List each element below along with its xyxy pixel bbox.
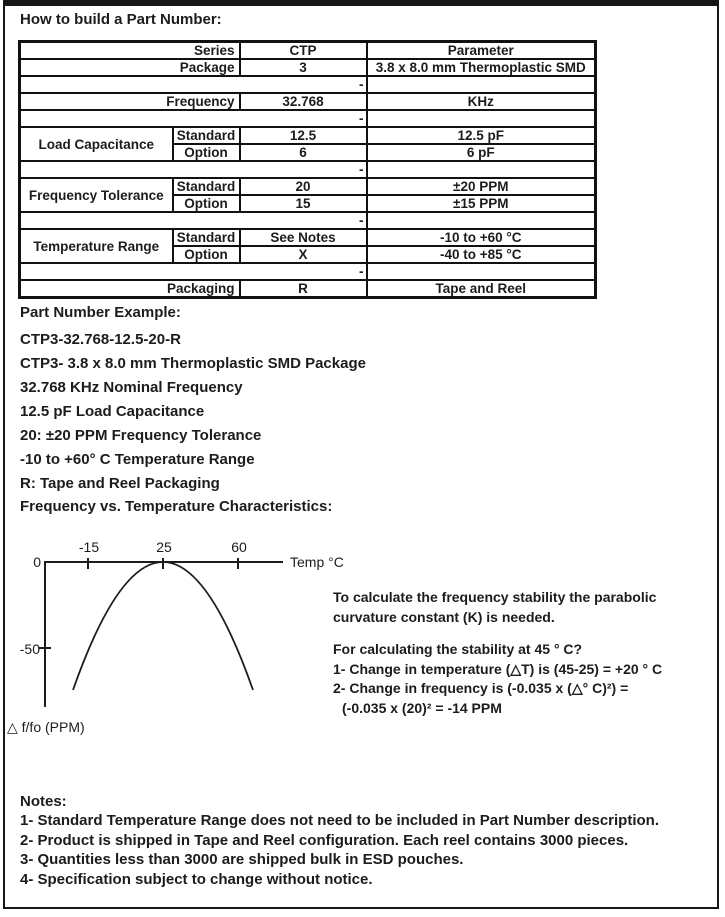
parameter-header: Parameter xyxy=(367,42,596,60)
calc-line: 2- Change in frequency is (-0.035 x (△° C)²) = xyxy=(333,680,629,696)
table-row xyxy=(20,229,596,246)
empty-cell xyxy=(367,110,596,127)
freq-temp-chart-svg xyxy=(5,535,365,747)
note-item: 1- Standard Temperature Range does not need to be included in Part Number description. xyxy=(20,812,659,830)
frequency-tolerance-standard-code: 20 xyxy=(240,178,367,195)
separator-dash: - xyxy=(20,212,367,229)
frequency-label: Frequency xyxy=(20,93,240,110)
calc-line: (-0.035 x (20)² = -14 PPM xyxy=(342,699,502,716)
empty-cell xyxy=(367,161,596,178)
example-heading: Part Number Example: xyxy=(20,304,181,321)
y-tick-label-50: -50 xyxy=(19,641,40,657)
separator-dash: - xyxy=(20,110,367,127)
standard-label: Standard xyxy=(173,229,240,246)
x-tick-label-60: 60 xyxy=(231,539,247,555)
load-capacitance-option-param: 6 pF xyxy=(367,144,596,161)
separator-dash: - xyxy=(20,161,367,178)
notes-section xyxy=(20,792,659,889)
temperature-range-option-code: X xyxy=(240,246,367,263)
example-line: CTP3- 3.8 x 8.0 mm Thermoplastic SMD Package xyxy=(20,355,366,372)
separator-row xyxy=(20,212,596,229)
packaging-code: R xyxy=(240,280,367,298)
package-param: 3.8 x 8.0 mm Thermoplastic SMD xyxy=(367,59,596,76)
y-tick-label-0: 0 xyxy=(33,554,41,570)
note-item: 4- Specification subject to change without notice. xyxy=(20,870,373,888)
example-line: -10 to +60° C Temperature Range xyxy=(20,451,255,468)
frequency-tolerance-option-code: 15 xyxy=(240,195,367,212)
separator-dash: - xyxy=(20,76,367,93)
part-number-example xyxy=(20,302,366,496)
table-row xyxy=(20,59,596,76)
calc-line: 1- Change in temperature (△T) is (45-25) = +20 ° C xyxy=(333,660,663,677)
part-number-table xyxy=(18,40,597,299)
calc-line: curvature constant (K) is needed. xyxy=(333,608,555,625)
package-label: Package xyxy=(20,59,240,76)
calc-line: For calculating the stability at 45 ° C? xyxy=(333,641,583,657)
frequency-tolerance-label: Frequency Tolerance xyxy=(20,178,173,212)
parabola-curve xyxy=(73,562,253,690)
note-item: 3- Quantities less than 3000 are shipped bulk in ESD pouches. xyxy=(20,851,464,869)
load-capacitance-standard-code: 12.5 xyxy=(240,127,367,144)
table-row xyxy=(20,93,596,110)
table-row xyxy=(20,280,596,298)
series-label: Series xyxy=(20,42,240,60)
standard-label: Standard xyxy=(173,127,240,144)
packaging-label: Packaging xyxy=(20,280,240,298)
empty-cell xyxy=(367,263,596,280)
series-code: CTP xyxy=(240,42,367,60)
temperature-range-standard-param: -10 to +60 °C xyxy=(367,229,596,246)
option-label: Option xyxy=(173,246,240,263)
table-row xyxy=(20,127,596,144)
empty-cell xyxy=(367,212,596,229)
page-title: How to build a Part Number: xyxy=(20,11,222,28)
example-line: 32.768 KHz Nominal Frequency xyxy=(20,379,243,396)
temperature-range-option-param: -40 to +85 °C xyxy=(367,246,596,263)
load-capacitance-standard-param: 12.5 pF xyxy=(367,127,596,144)
x-axis-label: Temp °C xyxy=(290,554,344,570)
y-axis-label: △ f/fo (PPM) xyxy=(7,719,85,735)
note-item: 2- Product is shipped in Tape and Reel configuration. Each reel contains 3000 pieces. xyxy=(20,831,629,849)
packaging-param: Tape and Reel xyxy=(367,280,596,298)
x-tick-label-m15: -15 xyxy=(78,539,100,555)
table-row xyxy=(20,42,596,60)
calc-line: To calculate the frequency stability the parabolic xyxy=(333,589,657,605)
spacer xyxy=(333,627,662,640)
load-capacitance-option-code: 6 xyxy=(240,144,367,161)
separator-row xyxy=(20,263,596,280)
package-code: 3 xyxy=(240,59,367,76)
x-tick-label-25: 25 xyxy=(156,539,172,555)
table-row xyxy=(20,178,596,195)
separator-dash: - xyxy=(20,263,367,280)
separator-row xyxy=(20,161,596,178)
empty-cell xyxy=(367,76,596,93)
example-line: 12.5 pF Load Capacitance xyxy=(20,403,205,420)
example-line: R: Tape and Reel Packaging xyxy=(20,475,220,492)
temperature-range-standard-code: See Notes xyxy=(240,229,367,246)
separator-row xyxy=(20,76,596,93)
freq-temp-heading: Frequency vs. Temperature Characteristics: xyxy=(20,498,333,515)
temperature-range-label: Temperature Range xyxy=(20,229,173,263)
example-line: 20: ±20 PPM Frequency Tolerance xyxy=(20,427,262,444)
stability-calculation-text xyxy=(333,588,662,718)
frequency-tolerance-standard-param: ±20 PPM xyxy=(367,178,596,195)
example-line: CTP3-32.768-12.5-20-R xyxy=(20,331,181,348)
separator-row xyxy=(20,110,596,127)
frequency-code: 32.768 xyxy=(240,93,367,110)
option-label: Option xyxy=(173,195,240,212)
standard-label: Standard xyxy=(173,178,240,195)
option-label: Option xyxy=(173,144,240,161)
load-capacitance-label: Load Capacitance xyxy=(20,127,173,161)
freq-temp-chart xyxy=(5,535,365,747)
frequency-tolerance-option-param: ±15 PPM xyxy=(367,195,596,212)
frequency-param: KHz xyxy=(367,93,596,110)
notes-heading: Notes: xyxy=(20,793,67,810)
